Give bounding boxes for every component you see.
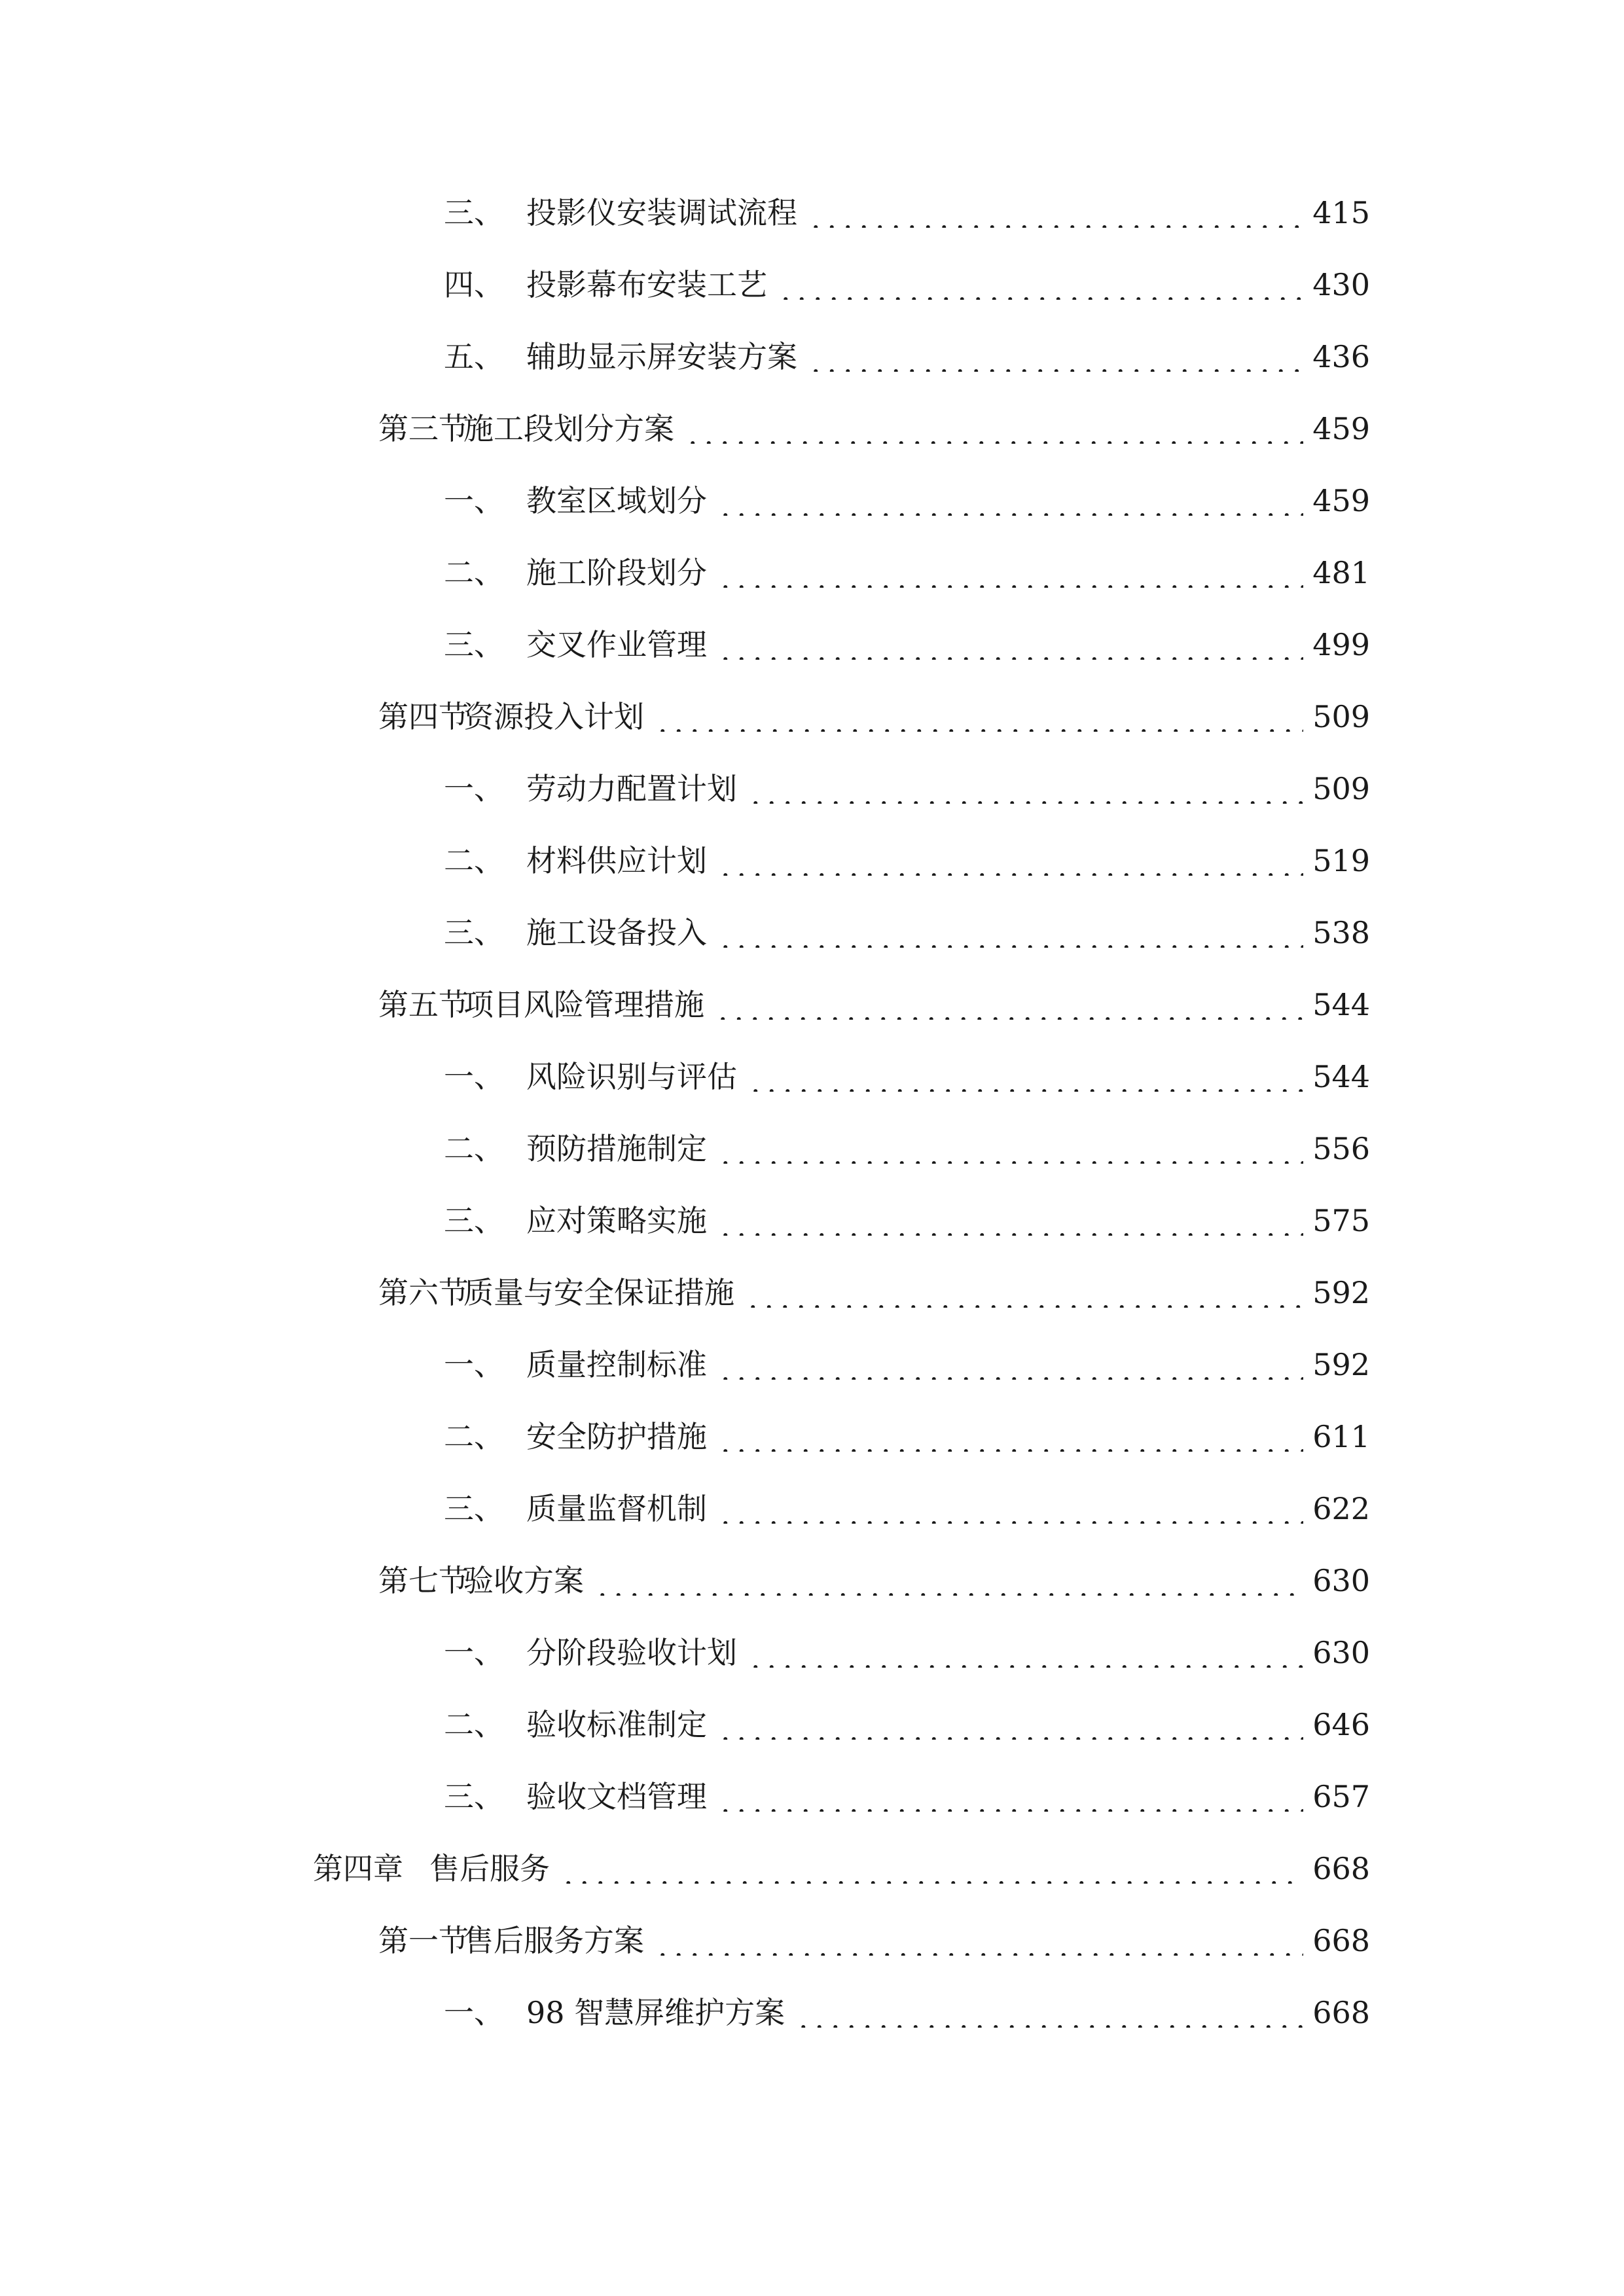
dot-leader — [778, 270, 1303, 300]
dot-leader — [808, 198, 1303, 228]
toc-entry-title: 验收标准制定 — [526, 1707, 707, 1742]
toc-entry[interactable] — [0, 1329, 1624, 1401]
dot-leader — [717, 1422, 1303, 1452]
dot-leader — [748, 774, 1303, 804]
toc-entry-number: 一、 — [444, 1059, 504, 1094]
toc-entry-number: 二、 — [444, 843, 504, 878]
toc-section-entry[interactable] — [0, 393, 1624, 465]
toc-section-entry[interactable] — [0, 1905, 1624, 1977]
toc-entry[interactable] — [0, 825, 1624, 897]
toc-entry[interactable] — [0, 1113, 1624, 1185]
toc-entry-page: 668 — [1312, 1995, 1370, 2030]
toc-entry-title: 验收文档管理 — [526, 1779, 707, 1814]
toc-entry-number: 一、 — [444, 771, 504, 806]
toc-entry-title: 质量监督机制 — [526, 1491, 707, 1526]
toc-entry-number: 二、 — [444, 1131, 504, 1166]
dot-leader — [717, 630, 1303, 660]
toc-entry-title: 施工设备投入 — [526, 915, 707, 950]
toc-entry-title: 施工阶段划分 — [526, 555, 707, 590]
toc-entry-number: 一、 — [444, 1995, 504, 2030]
toc-entry-number: 三、 — [444, 1203, 504, 1238]
dot-leader — [748, 1062, 1303, 1092]
toc-entry[interactable] — [0, 753, 1624, 825]
dot-leader — [717, 1494, 1303, 1524]
toc-entry-page: 668 — [1312, 1851, 1370, 1886]
toc-entry-number: 第一节 — [378, 1923, 469, 1958]
toc-entry[interactable] — [0, 897, 1624, 969]
toc-entry-title: 劳动力配置计划 — [526, 771, 737, 806]
toc-entry[interactable] — [0, 249, 1624, 321]
dot-leader — [717, 1134, 1303, 1164]
dot-leader — [717, 1206, 1303, 1236]
toc-entry[interactable] — [0, 321, 1624, 393]
toc-entry-number: 第六节 — [378, 1275, 469, 1310]
toc-entry[interactable] — [0, 1473, 1624, 1545]
toc-entry[interactable] — [0, 537, 1624, 609]
toc-entry-number: 四、 — [444, 267, 504, 302]
dot-leader — [715, 990, 1303, 1020]
toc-entry[interactable] — [0, 1617, 1624, 1689]
dot-leader — [717, 1782, 1303, 1812]
toc-entry-page: 459 — [1312, 411, 1370, 446]
toc-entry-number: 三、 — [444, 915, 504, 950]
toc-entry-title: 验收方案 — [463, 1563, 584, 1598]
toc-entry-title: 材料供应计划 — [526, 843, 707, 878]
toc-entry-title: 辅助显示屏安装方案 — [526, 339, 797, 374]
toc-entry-title: 98 智慧屏维护方案 — [526, 1995, 785, 2030]
toc-entry-page: 436 — [1312, 339, 1370, 374]
toc-entry-page: 499 — [1312, 627, 1370, 662]
toc-entry-title: 售后服务 — [429, 1851, 550, 1886]
toc-entry[interactable] — [0, 1401, 1624, 1473]
toc-entry-number: 二、 — [444, 1707, 504, 1742]
toc-entry-page: 646 — [1312, 1707, 1370, 1742]
dot-leader — [560, 1854, 1303, 1884]
toc-entry-page: 459 — [1312, 483, 1370, 518]
toc-entry-number: 一、 — [444, 483, 504, 518]
table-of-contents — [0, 177, 1624, 2049]
toc-entry-page: 657 — [1312, 1779, 1370, 1814]
dot-leader — [717, 918, 1303, 948]
dot-leader — [717, 846, 1303, 876]
toc-entry-page: 544 — [1312, 987, 1370, 1022]
toc-entry-page: 481 — [1312, 555, 1370, 590]
dot-leader — [795, 1998, 1303, 2028]
toc-entry[interactable] — [0, 1977, 1624, 2049]
toc-entry-number: 第四章 — [313, 1851, 403, 1886]
toc-section-entry[interactable] — [0, 1257, 1624, 1329]
toc-chapter-entry[interactable] — [0, 1833, 1624, 1905]
toc-entry-title: 风险识别与评估 — [526, 1059, 737, 1094]
dot-leader — [717, 486, 1303, 516]
toc-entry-title: 项目风险管理措施 — [463, 987, 704, 1022]
toc-entry-page: 430 — [1312, 267, 1370, 302]
toc-entry-number: 二、 — [444, 1419, 504, 1454]
toc-entry[interactable] — [0, 1041, 1624, 1113]
toc-entry-title: 分阶段验收计划 — [526, 1635, 737, 1670]
toc-entry-page: 622 — [1312, 1491, 1370, 1526]
toc-entry-page: 556 — [1312, 1131, 1370, 1166]
toc-section-entry[interactable] — [0, 1545, 1624, 1617]
toc-entry-page: 538 — [1312, 915, 1370, 950]
toc-entry-title: 预防措施制定 — [526, 1131, 707, 1166]
dot-leader — [655, 1926, 1303, 1956]
toc-entry-number: 一、 — [444, 1347, 504, 1382]
toc-entry-page: 575 — [1312, 1203, 1370, 1238]
toc-entry[interactable] — [0, 609, 1624, 681]
toc-entry[interactable] — [0, 177, 1624, 249]
dot-leader — [685, 414, 1303, 444]
toc-entry-page: 630 — [1312, 1635, 1370, 1670]
dot-leader — [594, 1566, 1303, 1596]
toc-entry-page: 544 — [1312, 1059, 1370, 1094]
toc-entry-page: 668 — [1312, 1923, 1370, 1958]
toc-entry-number: 三、 — [444, 195, 504, 230]
toc-entry-page: 611 — [1312, 1419, 1370, 1454]
dot-leader — [748, 1638, 1303, 1668]
toc-entry-title: 投影幕布安装工艺 — [526, 267, 767, 302]
dot-leader — [717, 1710, 1303, 1740]
toc-section-entry[interactable] — [0, 681, 1624, 753]
toc-entry-number: 第七节 — [378, 1563, 469, 1598]
toc-entry-number: 二、 — [444, 555, 504, 590]
toc-entry[interactable] — [0, 1689, 1624, 1761]
dot-leader — [717, 558, 1303, 588]
toc-entry-number: 三、 — [444, 1491, 504, 1526]
dot-leader — [655, 702, 1303, 732]
toc-entry-number: 第三节 — [378, 411, 469, 446]
toc-entry-number: 五、 — [444, 339, 504, 374]
toc-section-entry[interactable] — [0, 969, 1624, 1041]
toc-entry-page: 592 — [1312, 1275, 1370, 1310]
dot-leader — [745, 1278, 1303, 1308]
toc-entry-title: 质量与安全保证措施 — [463, 1275, 734, 1310]
toc-entry-title: 应对策略实施 — [526, 1203, 707, 1238]
toc-entry-page: 509 — [1312, 699, 1370, 734]
toc-entry-number: 一、 — [444, 1635, 504, 1670]
toc-entry[interactable] — [0, 1185, 1624, 1257]
dot-leader — [717, 1350, 1303, 1380]
toc-entry-number: 第四节 — [378, 699, 469, 734]
toc-entry-title: 投影仪安装调试流程 — [526, 195, 797, 230]
toc-entry-title: 交叉作业管理 — [526, 627, 707, 662]
toc-entry-page: 630 — [1312, 1563, 1370, 1598]
toc-entry-page: 415 — [1312, 195, 1370, 230]
toc-entry-page: 519 — [1312, 843, 1370, 878]
toc-entry-page: 592 — [1312, 1347, 1370, 1382]
toc-entry-page: 509 — [1312, 771, 1370, 806]
toc-entry-title: 教室区域划分 — [526, 483, 707, 518]
toc-entry[interactable] — [0, 465, 1624, 537]
toc-entry[interactable] — [0, 1761, 1624, 1833]
toc-entry-title: 质量控制标准 — [526, 1347, 707, 1382]
toc-entry-number: 第五节 — [378, 987, 469, 1022]
toc-entry-title: 售后服务方案 — [463, 1923, 644, 1958]
toc-entry-number: 三、 — [444, 627, 504, 662]
toc-entry-number: 三、 — [444, 1779, 504, 1814]
toc-entry-title: 安全防护措施 — [526, 1419, 707, 1454]
toc-entry-title: 资源投入计划 — [463, 699, 644, 734]
dot-leader — [808, 342, 1303, 372]
toc-entry-title: 施工段划分方案 — [463, 411, 674, 446]
